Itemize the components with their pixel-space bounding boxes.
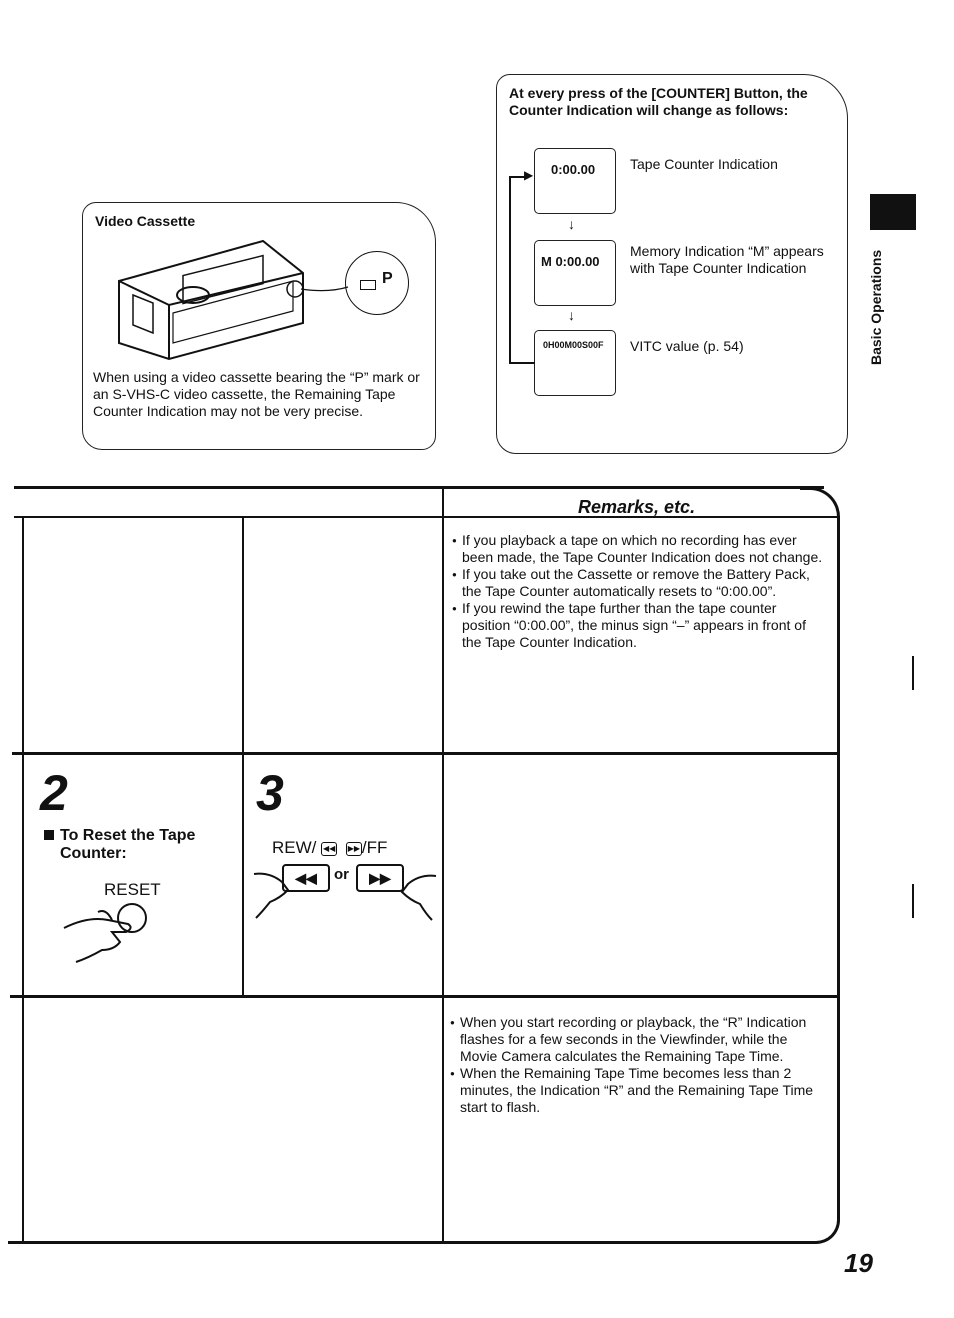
cycle-line — [509, 362, 535, 364]
arrow-right-icon: ▶ — [524, 168, 534, 182]
tape-icon — [360, 280, 376, 290]
side-tab-marker — [870, 194, 916, 230]
lcd-tape-counter: 0:00.00 — [534, 148, 616, 214]
step-3-number: 3 — [256, 765, 284, 821]
table-bottom-right-corner — [800, 1208, 840, 1244]
table-left-rule — [22, 516, 24, 1242]
col-divider-steps — [242, 516, 244, 998]
list-item: ● If you rewind the tape further than the tape counter position “0:00.00”, the minus sign “–” appears in front of the Tape Counter Indication. — [452, 600, 824, 651]
p-mark-callout — [345, 251, 409, 315]
page-number: 19 — [844, 1248, 873, 1278]
cycle-line — [509, 176, 511, 364]
table-top-rule — [14, 486, 824, 489]
counter-heading: At every press of the [COUNTER] Button, the Counter Indication will change as follows: — [509, 85, 808, 118]
row-divider-1 — [12, 752, 838, 755]
step-2-heading: To Reset the Tape Counter: — [60, 827, 196, 862]
p-mark-label: P — [382, 270, 393, 287]
desc-memory-indication: Memory Indication “M” appears with Tape Counter Indication — [630, 243, 824, 276]
lcd-vitc-value: 0H00M00S00F — [534, 330, 616, 396]
rew-icon: ◀◀ — [321, 842, 337, 856]
video-cassette-panel — [82, 202, 436, 450]
step-2-number: 2 — [40, 765, 68, 821]
row-divider-2 — [10, 995, 838, 998]
ff-label: /FF — [361, 838, 388, 857]
list-item: ● If you take out the Cassette or remove the Battery Pack, the Tape Counter automatically resets to “0:00.00”. — [452, 566, 824, 600]
desc-vitc-value: VITC value (p. 54) — [630, 338, 744, 354]
reset-label: RESET — [104, 880, 161, 899]
ff-icon: ▶▶ — [346, 842, 362, 856]
cassette-note: When using a video cassette bearing the “P” mark or an S-VHS-C video cassette, the Remaining Tape Counter Indication may not be very precise. — [93, 369, 420, 419]
side-tab-label: Basic Operations — [868, 249, 884, 365]
ff-button: ▶▶ — [356, 864, 404, 892]
remarks-list-1 — [452, 532, 824, 651]
list-item: ● When the Remaining Tape Time becomes less than 2 minutes, the Indication “R” and the Remaining Tape Time start to flash. — [450, 1065, 826, 1116]
or-text: or — [334, 866, 349, 883]
table-bottom-rule — [8, 1241, 808, 1244]
pointing-hand-icon — [250, 868, 440, 924]
table-header-rule — [14, 516, 840, 518]
list-item: ● If you playback a tape on which no recording has ever been made, the Tape Counter Indication does not change. — [452, 532, 824, 566]
table-top-right-corner — [800, 487, 840, 527]
scan-mark — [912, 656, 914, 690]
rew-label: REW/ — [272, 838, 317, 857]
cassette-title: Video Cassette — [95, 213, 196, 229]
rew-button: ◀◀ — [282, 864, 330, 892]
remarks-title: Remarks, etc. — [578, 497, 696, 517]
reset-button-hand-icon — [58, 898, 158, 966]
list-item: ● When you start recording or playback, the “R” Indication flashes for a few seconds in the Viewfinder, while the Movie Camera calculates the Remaining Tape Time. — [450, 1014, 826, 1065]
remarks-list-3 — [450, 1014, 826, 1116]
scan-mark — [912, 884, 914, 918]
square-bullet-icon — [44, 830, 54, 840]
desc-tape-counter: Tape Counter Indication — [630, 156, 778, 172]
rew-ff-label — [272, 838, 387, 858]
arrow-down-icon: ↓ — [568, 216, 575, 232]
table-right-rule — [837, 520, 840, 1220]
lcd-memory-indication: M 0:00.00 — [534, 240, 616, 306]
arrow-down-icon: ↓ — [568, 307, 575, 323]
col-divider-remarks — [442, 488, 444, 1242]
